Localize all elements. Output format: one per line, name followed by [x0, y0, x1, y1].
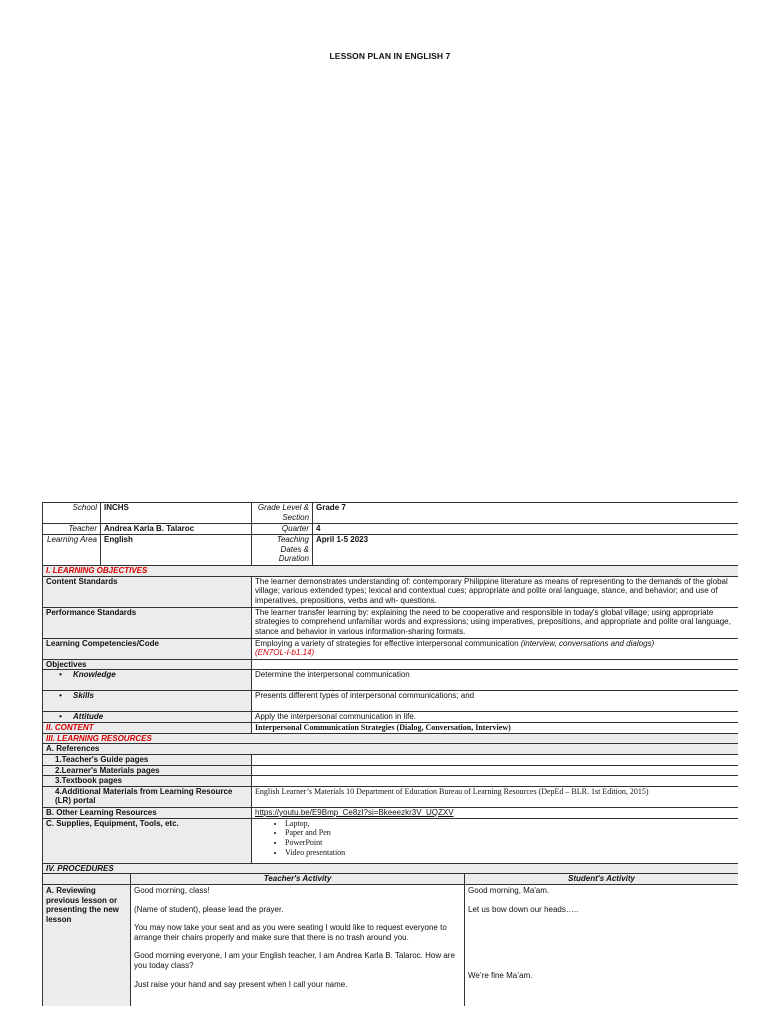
row-activity-headers [43, 874, 739, 885]
competencies-value [252, 638, 738, 659]
list-item: • Laptop, [285, 819, 735, 829]
teacher-line: Good morning, class! [134, 885, 210, 895]
row-textbook [43, 776, 739, 787]
skills-label-cell [43, 691, 252, 712]
tb-label: 3.Textbook pages [43, 776, 252, 787]
skills-value: Presents different types of interpersonal communications; and [252, 691, 738, 712]
quarter-label: Quarter [252, 524, 313, 535]
content-value: Interpersonal Communication Strategies (Dialog, Conversation, Interview) [252, 723, 738, 734]
competencies-italic: (interview, conversations and dialogs) [520, 638, 655, 648]
references-label: A. References [43, 744, 739, 755]
competencies-text: Employing a variety of strategies for effective interpersonal communication [255, 638, 519, 648]
student-activity-cell [465, 884, 738, 1006]
bullet-icon [55, 712, 73, 721]
header-row-school [43, 503, 739, 524]
objectives-blank [252, 659, 738, 670]
objectives-label: Objectives [43, 659, 252, 670]
row-attitude [43, 712, 739, 723]
row-supplies [43, 818, 739, 863]
bullet-icon [55, 691, 73, 700]
add-label: 4.Additional Materials from Learning Resource (LR) portal [43, 786, 252, 807]
quarter-value: 4 [313, 524, 738, 535]
teacher-activity-cell [131, 884, 465, 1006]
knowledge-label-cell [43, 670, 252, 691]
row-other-resources [43, 807, 739, 818]
row-step-a [43, 884, 739, 1006]
row-teachers-guide [43, 754, 739, 765]
attitude-value: Apply the interpersonal communication in life. [252, 712, 738, 723]
area-label: Learning Area [43, 535, 101, 566]
row-performance-standards [43, 607, 739, 638]
supplies-value [252, 818, 738, 863]
lesson-plan-table [42, 502, 738, 1006]
section-resources [43, 733, 739, 744]
student-line: We’re fine Ma’am. [468, 971, 533, 981]
teacher-activity-header: Teacher's Activity [131, 874, 465, 885]
teacher-line: Good morning everyone, I am your English teacher, I am Andrea Karla B. Talaroc. How are you today class? [134, 951, 455, 970]
performance-standards-value: The learner transfer learning by: explaining the need to be cooperative and responsible in today's global village; using appropriate strategies to comprehend unfamiliar words and expressions; using imperatives, prepositions, and appropriate and polite oral language, stance and behavior in various information-sharing formats. [252, 607, 738, 638]
school-label: School [43, 503, 101, 524]
dates-value: April 1-5 2023 [313, 535, 738, 566]
teacher-line: (Name of student), please lead the prayer. [134, 904, 284, 914]
lesson-plan-sheet [42, 502, 738, 1006]
row-learners-materials [43, 765, 739, 776]
grade-label: Grade Level & Section [252, 503, 313, 524]
procedures-step-header [43, 874, 131, 885]
student-line: Good morning, Ma'am. [468, 885, 550, 895]
row-objectives [43, 659, 739, 670]
teacher-line: Just raise your hand and say present when I call your name. [134, 979, 348, 989]
competencies-code: (EN7OL-I-b1.14) [255, 648, 315, 658]
grade-value: Grade 7 [313, 503, 738, 524]
list-item: • Video presentation [285, 848, 735, 858]
add-value: English Learner’s Materials 10 Department of Education Bureau of Learning Resources (DepEd – BLR. 1st Edition, 2015) [252, 786, 738, 807]
supplies-label: C. Supplies, Equipment, Tools, etc. [43, 818, 252, 863]
list-item: • Paper and Pen [285, 828, 735, 838]
supplies-list [255, 819, 735, 857]
tg-value [252, 754, 738, 765]
area-value: English [101, 535, 252, 566]
header-row-area [43, 535, 739, 566]
content-standards-label: Content Standards [43, 576, 252, 607]
teacher-value: Andrea Karla B. Talaroc [101, 524, 252, 535]
step-a-label: A. Reviewing previous lesson or presenting the new lesson [43, 884, 131, 1006]
attitude-label: Attitude [73, 712, 104, 722]
school-value: INCHS [101, 503, 252, 524]
performance-standards-label: Performance Standards [43, 607, 252, 638]
dates-label: Teaching Dates & Duration [252, 535, 313, 566]
page-title: LESSON PLAN IN ENGLISH 7 [329, 51, 451, 61]
other-link[interactable]: https://youtu.be/E9Bmp_Ce8zI?si=Bkeeezkr3V_UQZXV [252, 807, 738, 818]
knowledge-label: Knowledge [73, 670, 116, 680]
row-knowledge [43, 670, 739, 691]
lm-label: 2.Learner's Materials pages [43, 765, 252, 776]
resources-heading: III. LEARNING RESOURCES [43, 733, 739, 744]
other-label: B. Other Learning Resources [43, 807, 252, 818]
skills-label: Skills [73, 691, 94, 701]
section-objectives [43, 566, 739, 577]
content-heading: II. CONTENT [43, 723, 252, 734]
tg-label: 1.Teacher's Guide pages [43, 754, 252, 765]
lm-value [252, 765, 738, 776]
row-references [43, 744, 739, 755]
attitude-label-cell [43, 712, 252, 723]
objectives-heading: I. LEARNING OBJECTIVES [43, 566, 739, 577]
row-additional-materials [43, 786, 739, 807]
section-procedures [43, 863, 739, 874]
teacher-line: You may now take your seat and as you were seating I would like to request everyone to arrange their chairs properly and make sure that there is no trash around you. [134, 923, 447, 942]
student-line: Let us bow down our heads….. [468, 904, 579, 914]
row-content-standards [43, 576, 739, 607]
teacher-label: Teacher [43, 524, 101, 535]
content-standards-value: The learner demonstrates understanding of: contemporary Philippine literature as means of representing to the demands of the global village; various extended types; lexical and contextual cues; appropriate and polite oral language, stance, and behavior; and use of imperatives, prepositions, verbs and wh- questions. [252, 576, 738, 607]
competencies-label: Learning Competencies/Code [43, 638, 252, 659]
student-activity-header: Student's Activity [465, 874, 738, 885]
procedures-heading: IV. PROCEDURES [43, 863, 739, 874]
header-row-teacher [43, 524, 739, 535]
list-item: • PowerPoint [285, 838, 735, 848]
row-competencies [43, 638, 739, 659]
row-skills [43, 691, 739, 712]
knowledge-value: Determine the interpersonal communication [252, 670, 738, 691]
tb-value [252, 776, 738, 787]
section-content [43, 723, 739, 734]
bullet-icon [55, 670, 73, 679]
